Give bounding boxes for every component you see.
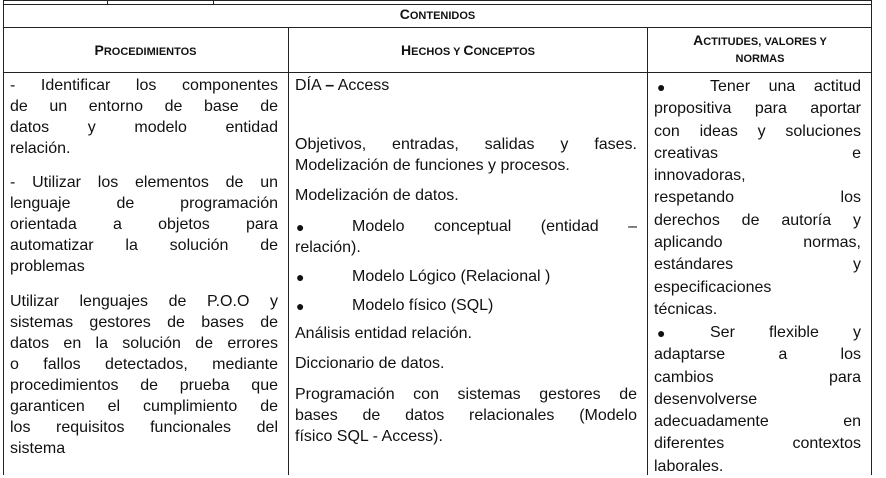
hechos-diccionario: Diccionario de datos. [295,355,445,372]
header-hechos-conceptos: HECHOS Y CONCEPTOS [401,42,535,58]
table-border-header-bottom [3,72,872,73]
table-border-col1 [288,27,289,475]
procedimientos-item-3: Utilizar lenguajes de P.O.O y sistemas gestores de bases de datos en la solución de errores o fallos detectados, mediante procedimientos de prueba que garanticen el cumplimiento de los requisitos funcionales del sistema [10,293,278,457]
contenidos-title: CONTENIDOS [399,6,476,22]
bullet-icon: ● [296,219,305,235]
table-border-top [3,0,872,1]
actitudes-item-1: Tener una actitud propositiva para aportar con ideas y soluciones creativas e innovadoras, respetando los derechos de autoría y aplicando normas, estándares y especificaciones técnicas. [654,78,861,318]
hechos-modelo-logico: Modelo Lógico (Relacional ) [352,268,551,285]
hechos-objetivos: Objetivos, entradas, salidas y fases. Modelización de funciones y procesos. [295,136,637,174]
table-border-left [3,0,4,475]
bullet-icon: ● [657,79,666,95]
procedimientos-item-1: - Identificar los componentes de un entorno de base de datos y modelo entidad relación. [10,77,278,157]
procedimientos-item-2: - Utilizar los elementos de un lenguaje de programación orientada a objetos para automatizar la solución de problemas [10,174,278,275]
hechos-analisis: Análisis entidad relación. [295,325,472,342]
hechos-modelo-fisico: Modelo físico (SQL) [352,297,494,314]
actitudes-item-2: Ser flexible y adaptarse a los cambios para desenvolverse adecuadamente en diferentes contextos laborales. [654,324,861,475]
bullet-icon: ● [296,298,305,314]
table-border-col2 [647,27,648,475]
bullet-icon: ● [657,325,666,341]
header-actitudes: ACTITUDES, VALORES Y NORMAS [693,32,827,65]
bullet-icon: ● [296,269,305,285]
header-procedimientos: PROCEDIMIENTOS [94,42,197,58]
hechos-modelo-conceptual: Modelo conceptual (entidad – relación). [295,218,637,256]
hechos-modelizacion-datos: Modelización de datos. [295,187,459,204]
hechos-dia-access: DÍA – Access [295,77,390,94]
hechos-programacion: Programación con sistemas gestores de bases de datos relacionales (Modelo físico SQL - Access). [295,386,637,445]
table-border-right [871,0,872,475]
